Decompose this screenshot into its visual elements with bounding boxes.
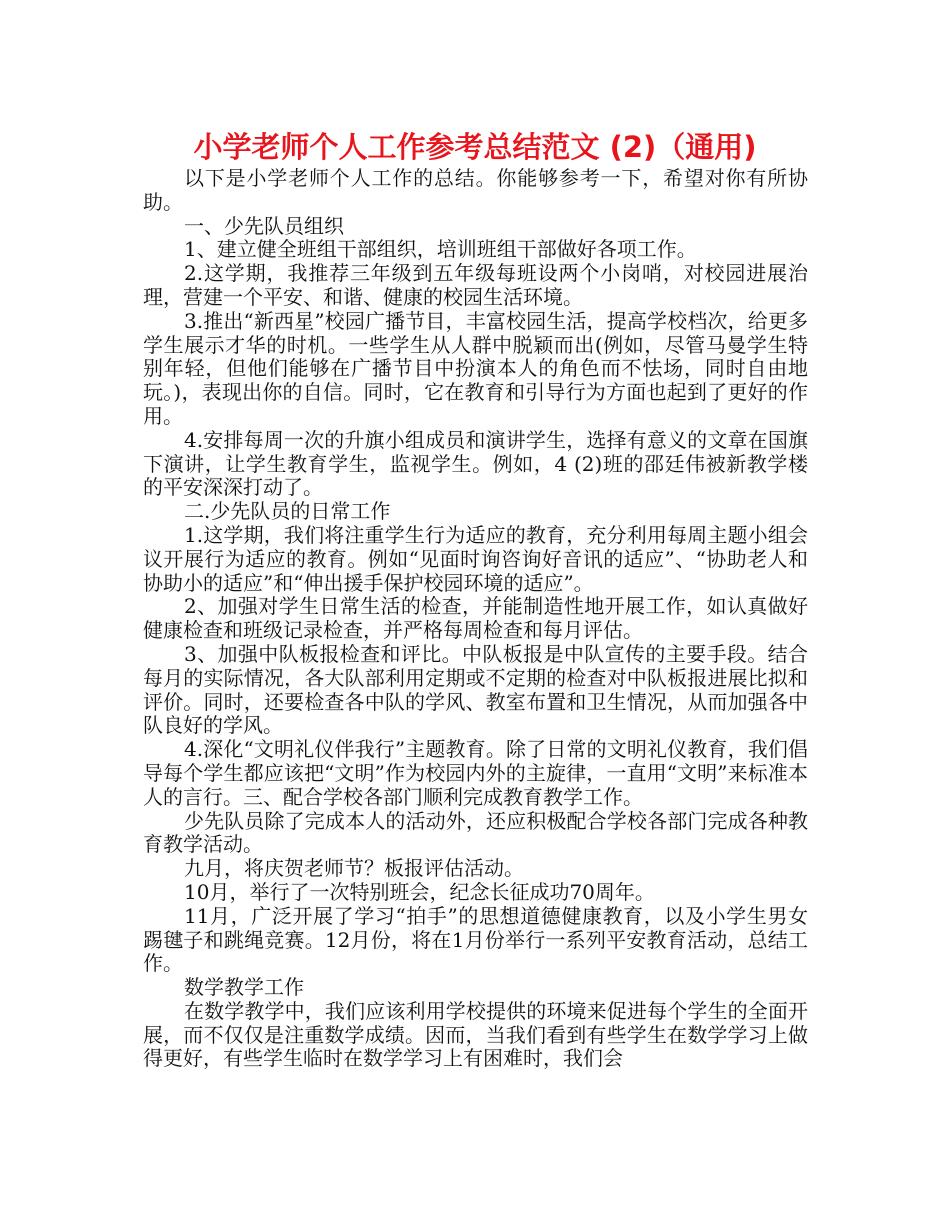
body-paragraph: 2、加强对学生日常生活的检查，并能制造性地开展工作，如认真做好健康检查和班级记录检查，并严格每周检查和每月评估。 bbox=[143, 594, 808, 643]
body-paragraph: 1、建立健全班组干部组织，培训班组干部做好各项工作。 bbox=[184, 237, 697, 262]
body-paragraph: 少先队员除了完成本人的活动外，还应积极配合学校各部门完成各种教育教学活动。 bbox=[143, 808, 808, 857]
document-title: 小学老师个人工作参考总结范文 (2)（通用) bbox=[193, 130, 757, 164]
body-paragraph: 2.这学期，我推荐三年级到五年级每班设两个小岗哨，对校园进展治理，营建一个平安、和谐、健康的校园生活环境。 bbox=[143, 261, 808, 309]
body-paragraph: 在数学教学中，我们应该利用学校提供的环境来促进每个学生的全面开展，而不仅仅是注重数学成绩。因而，当我们看到有些学生在数学学习上做得更好，有些学生临时在数学学习上有困难时，我们会 bbox=[143, 998, 808, 1071]
section-heading-2: 二.少先队员的日常工作 bbox=[184, 499, 391, 524]
body-paragraph: 11月，广泛开展了学习“拍手”的思想道德健康教育，以及小学生男女踢毽子和跳绳竞赛。12月份，将在1月份举行一系列平安教育活动，总结工作。 bbox=[143, 903, 808, 976]
intro-paragraph: 以下是小学老师个人工作的总结。你能够参考一下，希望对你有所协助。 bbox=[143, 166, 808, 214]
body-paragraph: 10月，举行了一次特别班会，纪念长征成功70周年。 bbox=[184, 879, 655, 904]
section-heading-1: 一、少先队员组织 bbox=[184, 213, 344, 238]
section-heading-3: 数学教学工作 bbox=[184, 975, 304, 1000]
body-paragraph: 3、加强中队板报检查和评比。中队板报是中队宣传的主要手段。结合每月的实际情况，各大队部利用定期或不定期的检查对中队板报进展比拟和评价。同时，还要检查各中队的学风、教室布置和卫生情况，从而加强各中队良好的学风。 bbox=[143, 641, 808, 738]
body-paragraph: 4.安排每周一次的升旗小组成员和演讲学生，选择有意义的文章在国旗下演讲，让学生教育学生，监视学生。例如，4 (2)班的邵廷伟被新教学楼的平安深深打动了。 bbox=[143, 427, 808, 500]
document-body bbox=[143, 167, 808, 1071]
body-paragraph: 4.深化“文明礼仪伴我行”主题教育。除了日常的文明礼仪教育，我们倡导每个学生都应该把“文明”作为校园内外的主旋律，一直用“文明”来标准本人的言行。三、配合学校各部门顺利完成教育教学工作。 bbox=[143, 737, 808, 809]
body-paragraph: 1.这学期，我们将注重学生行为适应的教育，充分利用每周主题小组会议开展行为适应的教育。例如“见面时询咨询好音讯的适应”、“协助老人和协助小的适应”和“伸出援手保护校园环境的适应”。 bbox=[143, 522, 808, 595]
body-paragraph: 3.推出“新西星”校园广播节目，丰富校园生活，提高学校档次，给更多学生展示才华的时机。一些学生从人群中脱颖而出(例如，尽管马曼学生特别年轻，但他们能够在广播节目中扮演本人的角色而不怯场，同时自由地玩。)，表现出你的自信。同时，它在教育和引导行为方面也起到了更好的作用。 bbox=[143, 308, 808, 428]
body-paragraph: 九月，将庆贺老师节？板报评估活动。 bbox=[184, 856, 524, 881]
